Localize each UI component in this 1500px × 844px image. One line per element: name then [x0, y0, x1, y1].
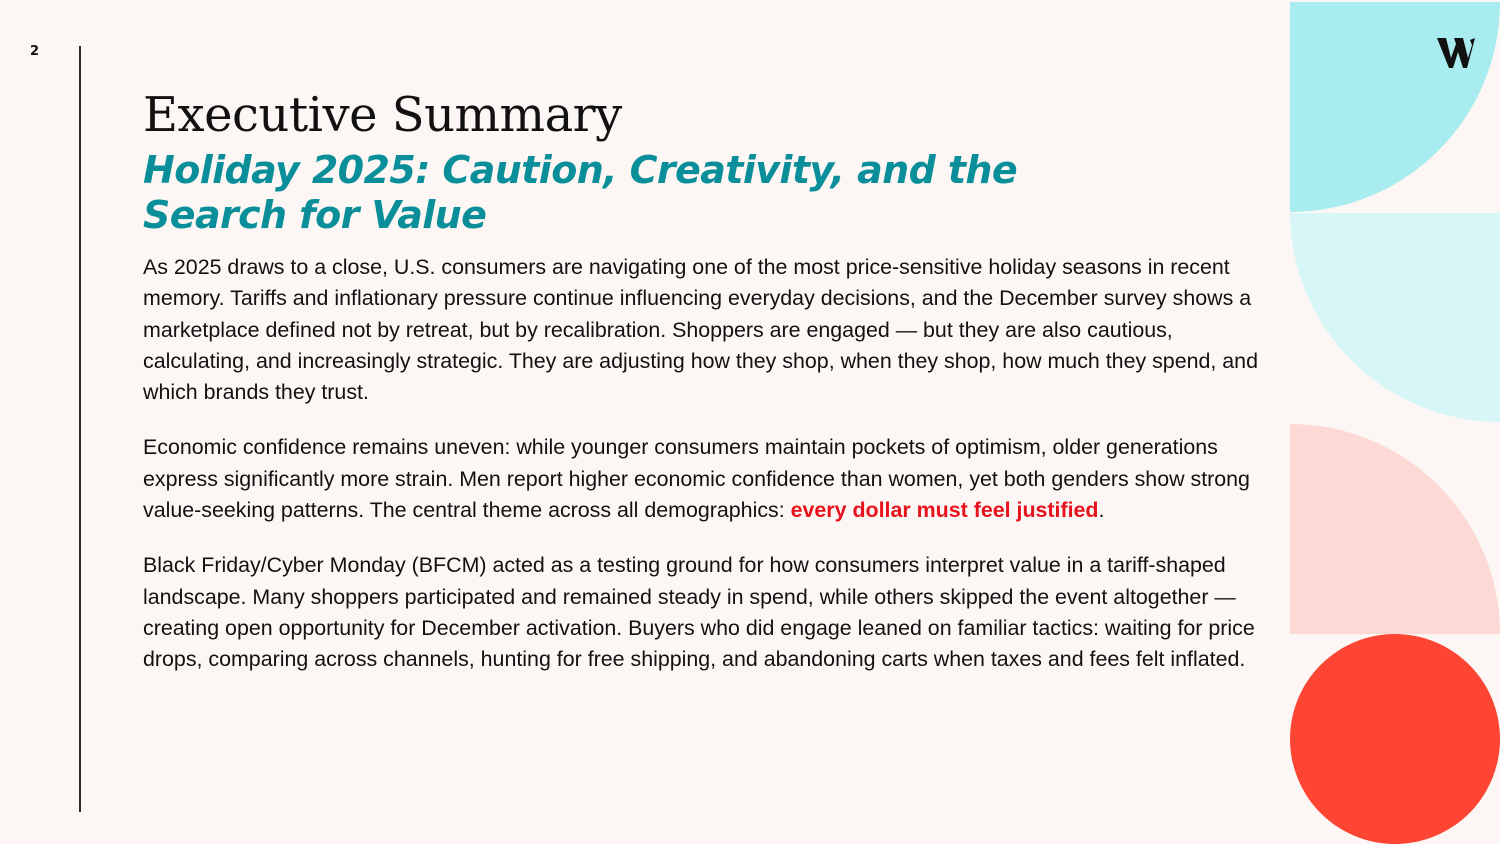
cyan-quarter-circle [1290, 2, 1500, 212]
paragraph-confidence [143, 432, 1268, 526]
light-cyan-quarter-circle [1290, 213, 1500, 422]
paragraph-intro: As 2025 draws to a close, U.S. consumers are navigating one of the most price-sensitive holiday seasons in recent memory. Tariffs and inflationary pressure continue influencing everyday decisions, and the December survey shows a marketplace defined not by retreat, but by recalibration. Shoppers are engaged — but they are also cautious, calculating, and increasingly strategic. They are adjusting how they shop, when they shop, how much they spend, and which brands they trust. [143, 255, 1258, 405]
vertical-divider [79, 46, 81, 812]
page-title: Executive Summary [143, 87, 622, 143]
highlight-phrase: every dollar must feel justified [790, 498, 1099, 523]
w-monogram-icon [1436, 36, 1476, 70]
page-subtitle: Holiday 2025: Caution, Creativity, and the Search for Value [143, 148, 1018, 237]
main-content [143, 84, 1268, 676]
paragraph-confidence-end: . [1098, 498, 1105, 523]
decorative-shapes [1290, 0, 1500, 844]
red-semicircle [1290, 634, 1500, 844]
pink-quarter-circle [1290, 424, 1500, 634]
paragraph-confidence-text: Economic confidence remains uneven: while younger consumers maintain pockets of optimism, older generations express significantly more strain. Men report higher economic confidence than women, yet both genders show strong value-seeking patterns. The central theme across all demographics: [143, 435, 1250, 523]
page-number: 2 [30, 44, 40, 59]
paragraph-bfcm: Black Friday/Cyber Monday (BFCM) acted as a testing ground for how consumers interpret value in a tariff-shaped landscape. Many shoppers participated and remained steady in spend, while others skipped the event altogether — creating open opportunity for December activation. Buyers who did engage leaned on familiar tactics: waiting for price drops, comparing across channels, hunting for free shipping, and abandoning carts when taxes and fees felt inflated. [143, 553, 1255, 672]
